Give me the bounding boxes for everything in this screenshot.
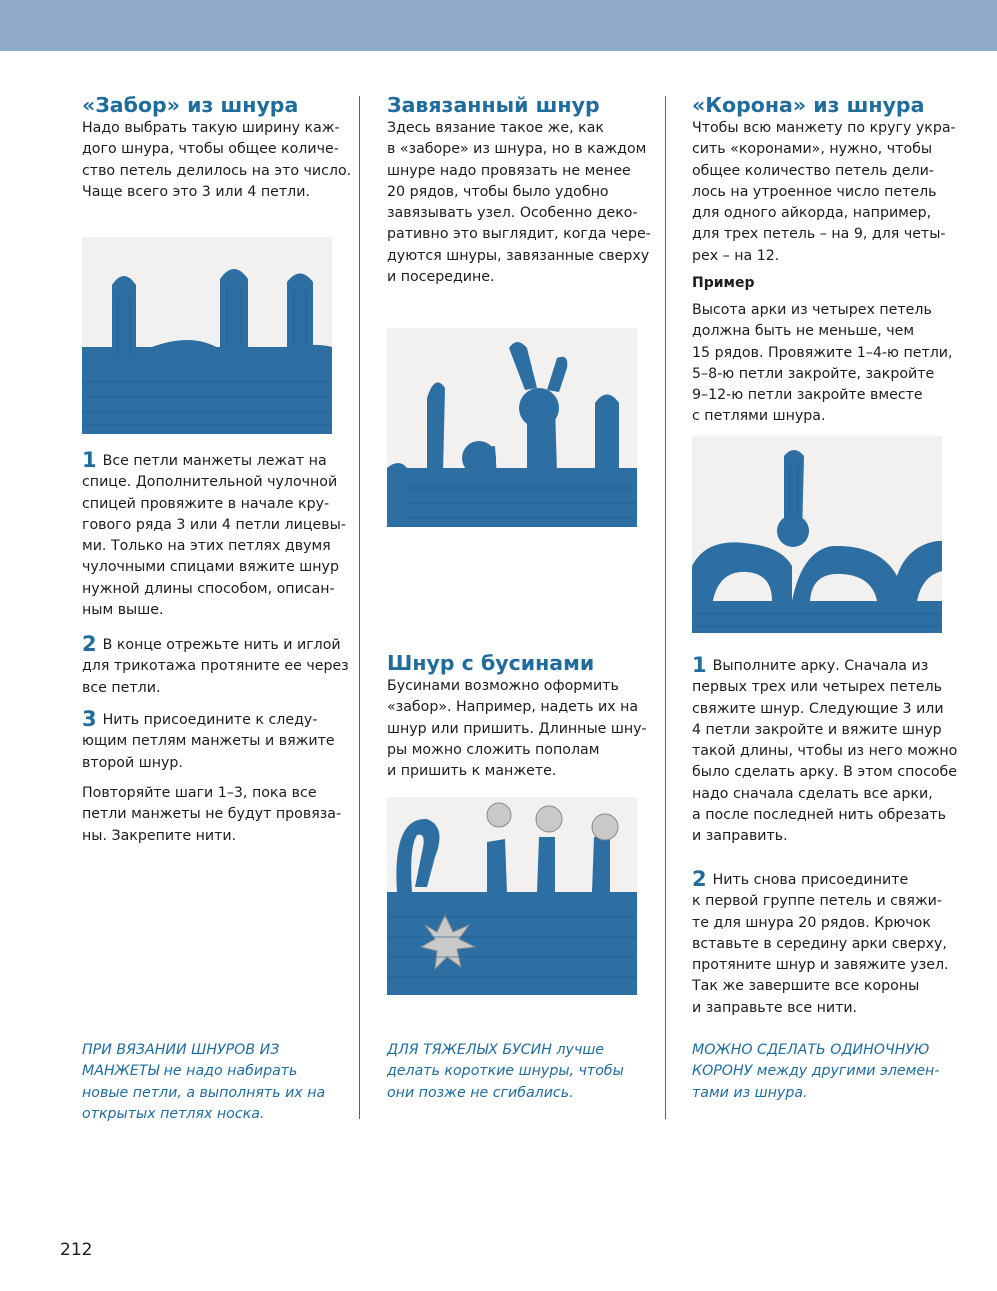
page-number: 212 xyxy=(60,1240,93,1260)
knotted-intro: Здесь вязание такое же, как в «заборе» из шнура, но в каждом шнуре надо провязать не менее 20 рядов, чтобы было удобно завязывать узел. Особенно деко- ративно это выглядит, когда чере- дуются шнуры, завязанные сверху и посередине. xyxy=(387,120,651,286)
beads-photo xyxy=(387,797,637,995)
crown-example-title: Пример xyxy=(692,275,755,291)
section-title-crown: «Корона» из шнура xyxy=(692,93,925,117)
section-title-beads: Шнур с бусинами xyxy=(387,651,595,675)
fence-intro: Надо выбрать такую ширину каж- дого шнура, чтобы общее количе- ство петель делилось на это число. Чаще всего это 3 или 4 петли. xyxy=(82,120,352,200)
crown-intro: Чтобы всю манжету по кругу укра- сить «коронами», нужно, чтобы общее количество петель дели- лось на утроенное число петель для одного айкорда, например, для трех петель – на 9, для четы- рех – на 12. xyxy=(692,120,956,264)
beads-note: ДЛЯ ТЯЖЕЛЫХ БУСИН лучше делать короткие шнуры, чтобы они позже не сгибались. xyxy=(387,1042,624,1101)
fence-note: ПРИ ВЯЗАНИИ ШНУРОВ ИЗ МАНЖЕТЫ не надо набирать новые петли, а выполнять их на открытых петлях носка. xyxy=(82,1042,326,1122)
fence-step-1: 1 Все петли манжеты лежат на спице. Дополнительной чулочной спицей провяжите в начале кру- гового ряда 3 или 4 петли лицевы- ми. Только на этих петлях двумя чулочными спицами вяжите шнур нужной длины способом, описан- ным выше. xyxy=(82,448,346,619)
column-divider-2 xyxy=(665,96,666,1119)
crown-step-1: 1 Выполните арку. Сначала из первых трех или четырех петель свяжите шнур. Следующие 3 или 4 петли закройте и вяжите шнур такой длины, чтобы из него можно было сделать арку. В этом способе надо сначала сделать все арки, а после последней нить обрезать и заправить. xyxy=(692,653,958,845)
beads-intro: Бусинами возможно оформить «забор». Например, надеть их на шнур или пришить. Длинные шну- ры можно сложить пополам и пришить к манжете. xyxy=(387,678,647,780)
crown-step-2: 2 Нить снова присоедините к первой группе петель и свяжи- те для шнура 20 рядов. Крючок вставьте в середину арки сверху, протяните шнур и завяжите узел. Так же завершите все короны и заправьте все нити. xyxy=(692,867,949,1016)
section-title-knotted: Завязанный шнур xyxy=(387,93,600,117)
fence-repeat: Повторяйте шаги 1–3, пока все петли манжеты не будут провяза- ны. Закрепите нити. xyxy=(82,785,342,844)
top-color-band xyxy=(0,0,997,51)
knotted-photo xyxy=(387,328,637,527)
section-title-fence: «Забор» из шнура xyxy=(82,93,299,117)
column-divider-1 xyxy=(359,96,360,1119)
fence-step-3: 3 Нить присоедините к следу- ющим петлям манжеты и вяжите второй шнур. xyxy=(82,707,335,771)
fence-photo xyxy=(82,237,332,434)
fence-step-2: 2 В конце отрежьте нить и иглой для трикотажа протяните ее через все петли. xyxy=(82,632,349,696)
crown-note: МОЖНО СДЕЛАТЬ ОДИНОЧНУЮ КОРОНУ между другими элемен- тами из шнура. xyxy=(692,1042,940,1101)
crown-photo xyxy=(692,436,942,633)
crown-example: Высота арки из четырех петель должна быть не меньше, чем 15 рядов. Провяжите 1–4-ю петли, 5–8-ю петли закройте, закройте 9–12-ю петли закройте вместе с петлями шнура. xyxy=(692,302,953,425)
